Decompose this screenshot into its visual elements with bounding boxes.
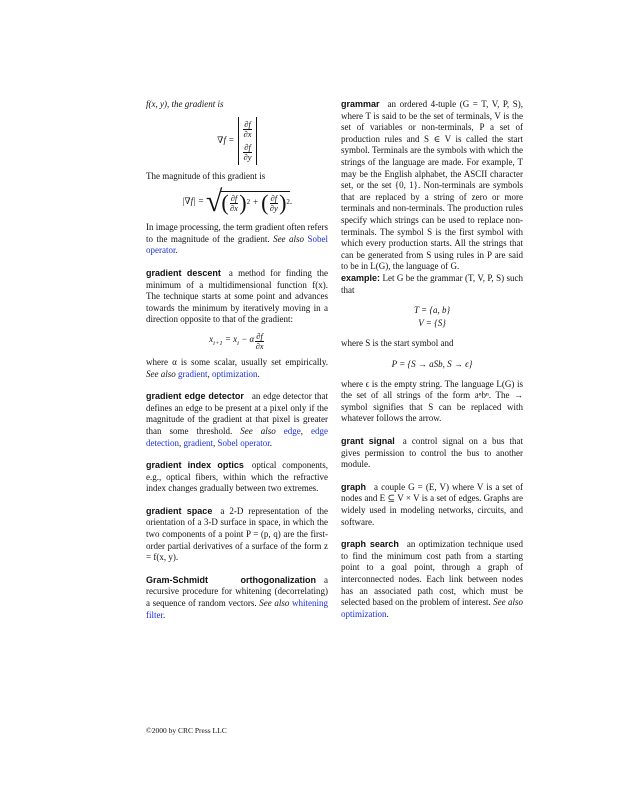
gradient-link-2[interactable]: gradient <box>183 437 213 448</box>
gradient-vector: $\frac{\partial f}{\partial x}$ $\frac{\partial f}{\partial y}$ <box>238 117 257 165</box>
entry-grant-signal: grant signal a control signal on a bus that gives permission to control the bus to another module. <box>341 436 523 470</box>
sobel-operator-link[interactable]: Sobel operator <box>146 233 329 256</box>
entry-gradient-index-optics: gradient index optics optical components, e.g., optical fibers, within which the refractive index changes gradually between two extremes. <box>146 460 329 494</box>
gradient-link[interactable]: gradient <box>178 368 208 379</box>
entry-gradient-space: gradient space a 2-D representation of the orientation of a 3-D surface in space, in which the two components of a point P = (p, q) are the first-order partial derivatives of a surface of the form z = f(x, y). <box>146 505 328 563</box>
entry-graph-search: graph search an optimization technique used to find the minimum cost path from a starting point to a goal point, through a graph of interconnected nodes. Each link between nodes has an associated path cost, which must be selected based on the problem of interest. See also optimization. <box>341 539 523 619</box>
entry-graph: graph a couple G = (E, V) where V is a set of nodes and E ⊆ V × V is a set of edges. Graphs are widely used in modeling networks, circuits, and software. <box>341 481 523 527</box>
sobel-operator-link-2[interactable]: Sobel operator <box>217 437 270 448</box>
entry-gradient-descent: gradient descent a method for finding the minimum of a multidimensional function f(x). The technique starts at some point and advances towards the minimum by iteratively moving in a direction opposite to that of the gradient: $x_{i+1} = x_i - \alpha$ $\frac{\partial f}{\partial x}$ where α is some scalar, usually set empirically. See also gradient, optimization. <box>146 267 328 379</box>
optimization-link[interactable]: optimization <box>212 368 258 379</box>
production-rules-equation: P = {S → aSb, S → ϵ} <box>391 358 473 369</box>
entry-grammar: grammar an ordered 4-tuple (G = T, V, P, S), where T is said to be the set of terminals, V is the set of variables or non-terminals, P a set of production rules and S ∈ V is called the start symbol. Terminals are the symbols with which the strings of the language are made. For example, T may be the English alphabet, the ASCII character set, or the set {0, 1}. Non-terminals are symbols that are replaced by a string of zero or more terminals and non-terminals. The production rules specify which strings can be used to replace non-terminals. The symbol S is the first symbol with which every production starts. All the strings that can be generated from S using rules in P are said to be in L(G), the language of G. example: Let G be the grammar (T, V, P, S) such that T = {a, b} V = {S} where S is the start symbol and P = {S → aSb, S → ϵ} where ϵ is the empty string. The language L(G) is the set of all strings of the form aⁿbⁿ. The → symbol signifies that S can be replaced with whatever follows the arrow. <box>341 99 524 424</box>
right-column <box>341 99 523 620</box>
gradient-often-text: In image processing, the term gradient often refers to the magnitude of the gradient. See also Sobel operator. <box>146 222 329 256</box>
gradient-intro: f(x, y), the gradient is <box>146 99 224 109</box>
grammar-sets-equation: T = {a, b} V = {S} <box>413 305 451 329</box>
whitening-filter-link[interactable]: whitening filter <box>146 598 329 620</box>
entry-gradient-edge-detector: gradient edge detector an edge detector that defines an edge to be present at a pixel only if the magnitude of the gradient at that pixel is greater than some threshold. See also edge, edge detection, gradient, Sobel operator. <box>146 391 328 448</box>
left-column <box>146 99 328 621</box>
magnitude-text: The magnitude of this gradient is <box>146 170 266 181</box>
gradient-magnitude-equation: |∇f| = √ ( $\frac{\partial f}{\partial x}$ ) 2 + ( $\frac{\partial f}{\partial y}$ ) 2 . <box>181 185 293 219</box>
edge-detection-link[interactable]: edge detection <box>146 425 328 448</box>
copyright-footer: ©2000 by CRC Press LLC <box>146 726 227 735</box>
entry-gram-schmidt: Gram-Schmidt orthogonalization a recursive procedure for whitening (decorrelating) a sequence of random vectors. See also whitening filter. <box>146 574 329 620</box>
optimization-link-2[interactable]: optimization <box>341 608 387 619</box>
edge-link[interactable]: edge <box>283 425 301 436</box>
gradient-vector-equation: ∇f = $\frac{\partial f}{\partial x}$ $\frac{\partial f}{\partial y}$ <box>146 117 328 165</box>
gradient-descent-equation: $x_{i+1} = x_i - \alpha$ $\frac{\partial f}{\partial x}$ <box>209 330 264 351</box>
